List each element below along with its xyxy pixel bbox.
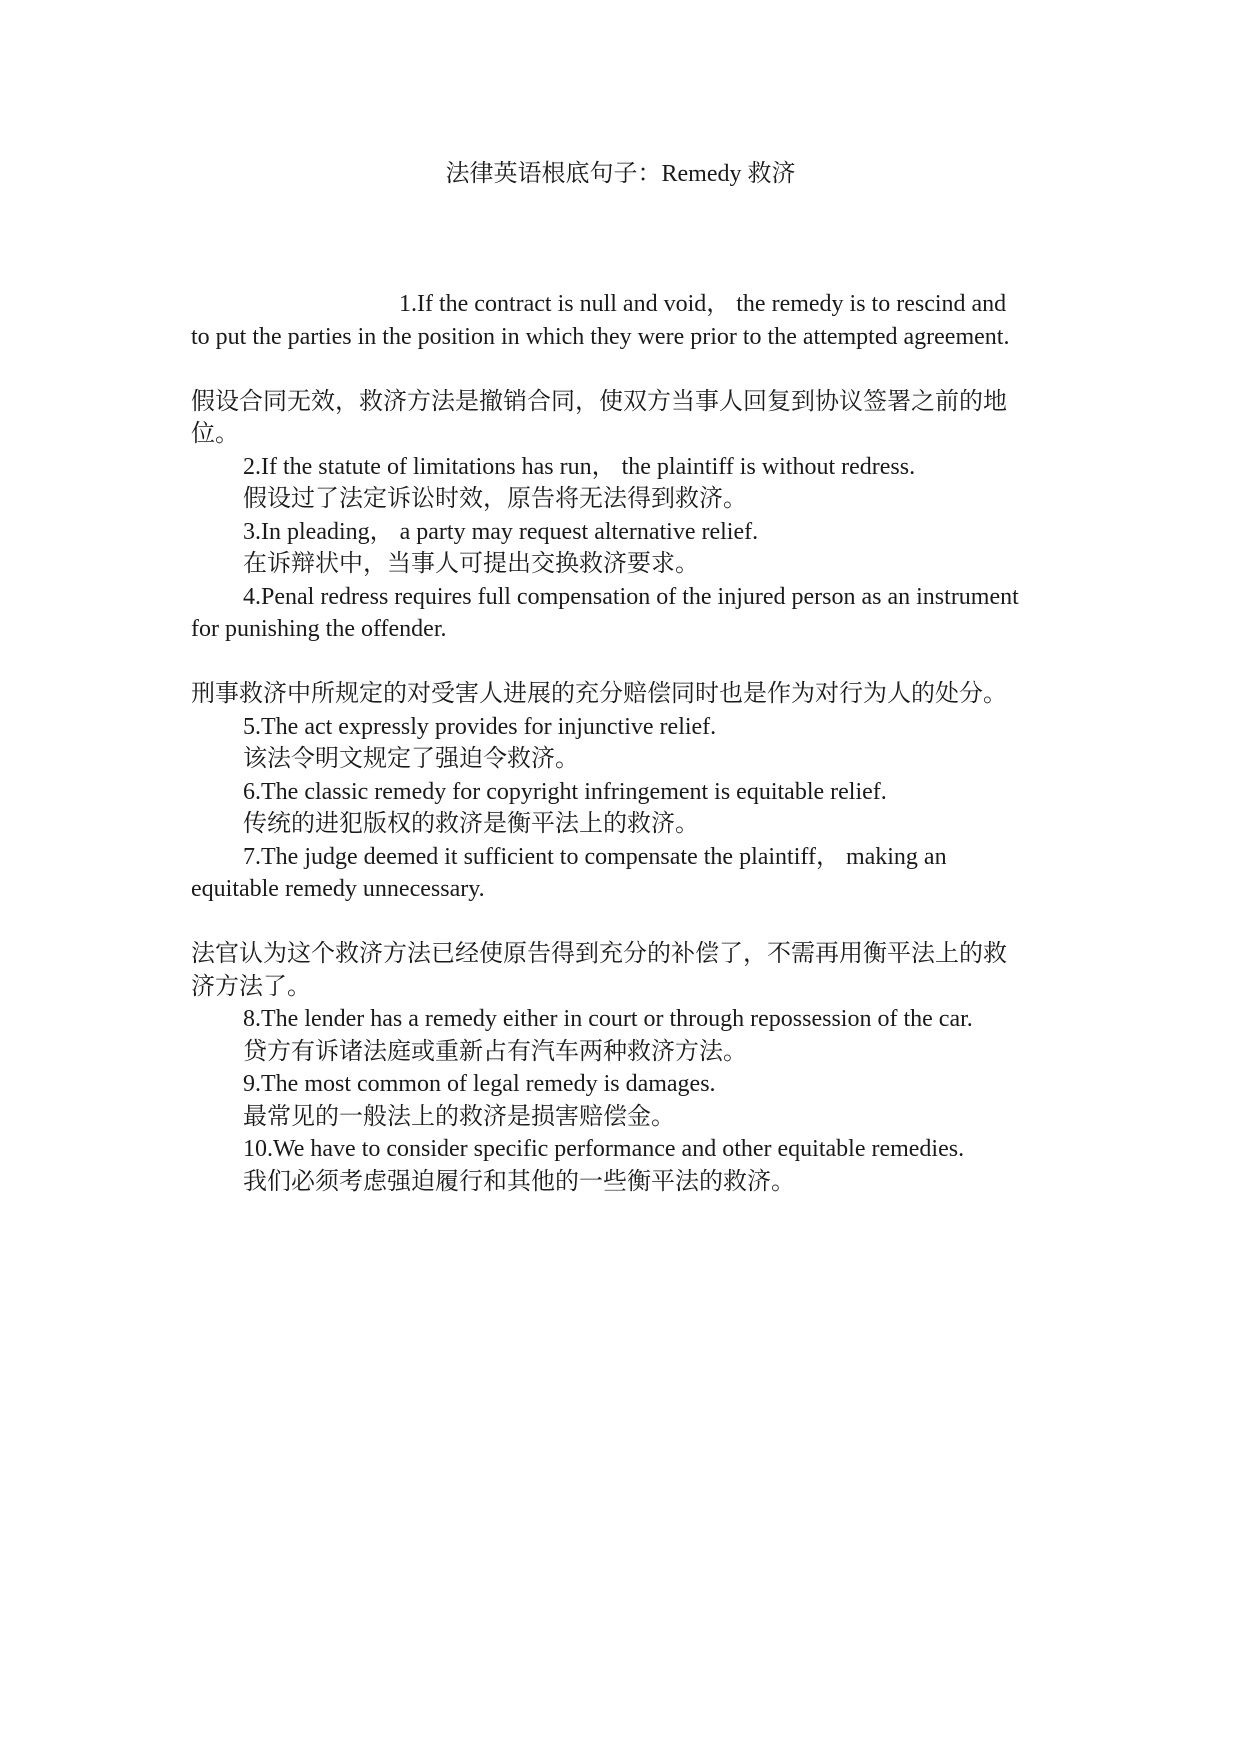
sentence-3-zh: 在诉辩状中，当事人可提出交换救济要求。 bbox=[243, 551, 699, 577]
sentence-4-zh: 刑事救济中所规定的对受害人进展的充分赔偿同时也是作为对行为人的处分。 bbox=[191, 681, 1007, 707]
sentence-7-en-line-2: equitable remedy unnecessary. bbox=[191, 876, 485, 902]
document-body bbox=[191, 288, 1061, 1198]
sentence-10-en: 10.We have to consider specific performance and other equitable remedies. bbox=[243, 1136, 965, 1162]
sentence-2-en: 2.If the statute of limitations has run， the plaintiff is without redress. bbox=[243, 453, 916, 480]
sentence-1-zh-line-1: 假设合同无效，救济方法是撤销合同，使双方当事人回复到协议签署之前的地 bbox=[191, 388, 1007, 415]
sentence-8-zh: 贷方有诉诸法庭或重新占有汽车两种救济方法。 bbox=[243, 1038, 747, 1065]
sentence-9-zh: 最常见的一般法上的救济是损害赔偿金。 bbox=[243, 1103, 675, 1130]
sentence-7-zh-line-1: 法官认为这个救济方法已经使原告得到充分的补偿了，不需再用衡平法上的救 bbox=[191, 941, 1007, 967]
sentence-5-en: 5.The act expressly provides for injunctive relief. bbox=[243, 713, 717, 740]
sentence-6-en: 6.The classic remedy for copyright infringement is equitable relief. bbox=[243, 778, 887, 805]
sentence-1-en-line-1: 1.If the contract is null and void， the remedy is to rescind and bbox=[399, 291, 1007, 317]
sentence-7-zh-line-2: 济方法了。 bbox=[191, 973, 311, 1000]
sentence-1-en-line-2: to put the parties in the position in which they were prior to the attempted agreement. bbox=[191, 323, 1010, 350]
spacer bbox=[191, 906, 1061, 939]
sentence-5-zh: 该法令明文规定了强迫令救济。 bbox=[243, 746, 579, 772]
sentence-1-zh-line-2: 位。 bbox=[191, 421, 239, 447]
sentence-9-en: 9.The most common of legal remedy is damages. bbox=[243, 1071, 716, 1097]
sentence-8-en: 8.The lender has a remedy either in court or through repossession of the car. bbox=[243, 1006, 973, 1032]
spacer bbox=[191, 646, 1061, 679]
sentence-4-en-line-1: 4.Penal redress requires full compensation of the injured person as an instrument bbox=[243, 583, 1019, 610]
document-title: 法律英语根底句子：Remedy 救济 bbox=[445, 161, 796, 187]
sentence-10-zh: 我们必须考虑强迫履行和其他的一些衡平法的救济。 bbox=[243, 1168, 795, 1195]
sentence-3-en: 3.In pleading， a party may request alternative relief. bbox=[243, 518, 759, 545]
sentence-6-zh: 传统的进犯版权的救济是衡平法上的救济。 bbox=[243, 811, 699, 837]
sentence-7-en-line-1: 7.The judge deemed it sufficient to compensate the plaintiff， making an bbox=[243, 843, 947, 870]
spacer bbox=[191, 353, 1061, 386]
sentence-4-en-line-2: for punishing the offender. bbox=[191, 616, 447, 642]
sentence-2-zh: 假设过了法定诉讼时效，原告将无法得到救济。 bbox=[243, 486, 747, 512]
